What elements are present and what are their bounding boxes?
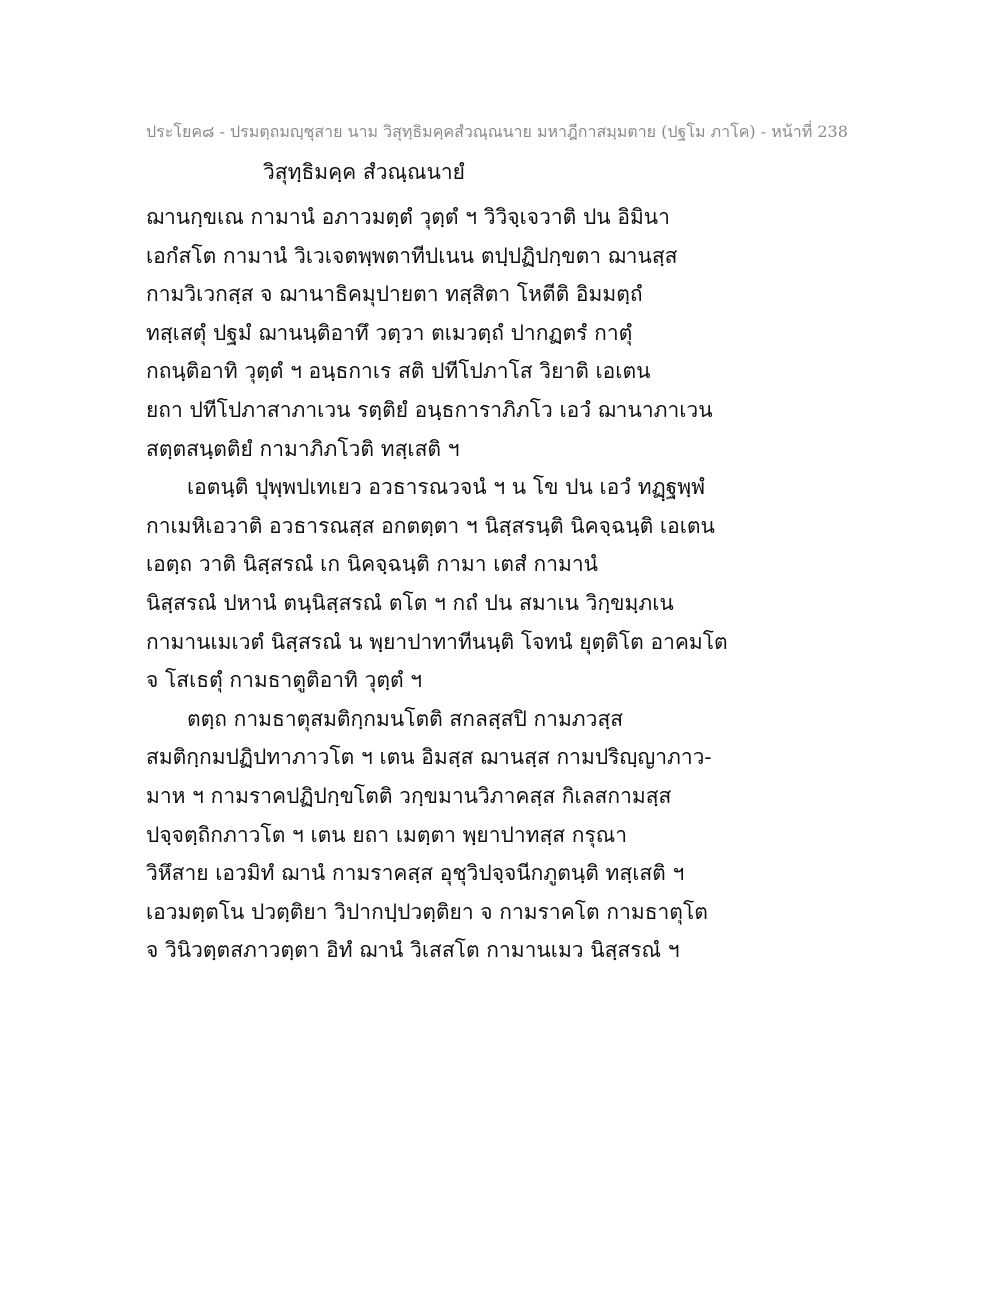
running-header: ประโยค๘ - ปรมตฺถมญฺชุสาย นาม วิสุทฺธิมคฺคสํวณฺณนาย มหาฎีกาสมฺมตาย (ปฐโม ภาโค) - หน้าที่ 238 bbox=[146, 122, 848, 141]
text-line: สตฺตสนฺตติยํ กามาภิภโวติ ทสฺเสติ ฯ bbox=[146, 436, 460, 461]
text-line: ทสฺเสตุํ ปฐมํ ฌานนฺติอาทึ วตฺวา ตเมวตฺถํ ปากฏตรํ กาตุํ bbox=[146, 320, 633, 345]
text-line: กถนฺติอาทิ วุตฺตํ ฯ อนฺธกาเร สติ ปทีโปภาโส วิยาติ เอเตน bbox=[146, 359, 651, 384]
text-line: กามวิเวกสฺส จ ฌานาธิคมุปายตา ทสฺสิตา โหตีติ อิมมตฺถํ bbox=[146, 282, 643, 307]
page-title: วิสุทฺธิมคฺค สํวณฺณนายํ bbox=[263, 160, 465, 184]
text-line: ปจฺจตฺถิกภาวโต ฯ เตน ยถา เมตฺตา พฺยาปาทสฺส กรุณา bbox=[146, 822, 628, 847]
text-line: กาเมหิเอวาติ อวธารณสฺส อกตตฺตา ฯ นิสฺสรนฺติ นิคจฺฉนฺติ เอเตน bbox=[146, 513, 715, 538]
text-line: จ โสเธตุํ กามธาตูติอาทิ วุตฺตํ ฯ bbox=[146, 668, 423, 693]
text-line: กามานเมเวตํ นิสฺสรณํ น พฺยาปาทาทีนนฺติ โจทนํ ยุตฺติโต อาคมโต bbox=[146, 629, 728, 654]
text-line: เอกํสโต กามานํ วิเวเจตพฺพตาทีปเนน ตปฺปฏิปกฺขตา ฌานสฺส bbox=[146, 243, 678, 268]
text-line: ตตฺถ กามธาตุสมติกฺกมนโตติ สกลสฺสปิ กามภวสฺส bbox=[187, 706, 624, 731]
text-line: วิหึสาย เอวมิทํ ฌานํ กามราคสฺส อุชุวิปจฺจนีกภูตนฺติ ทสฺเสติ ฯ bbox=[146, 861, 685, 886]
text-line: จ วินิวตฺตสภาวตฺตา อิทํ ฌานํ วิเสสโต กามานเมว นิสฺสรณํ ฯ bbox=[146, 938, 680, 963]
text-line: เอตฺถ วาติ นิสฺสรณํ เก นิคจฺฉนฺติ กามา เตสํ กามานํ bbox=[146, 552, 599, 577]
body-text bbox=[146, 198, 866, 970]
text-line: สมติกฺกมปฏิปทาภาวโต ฯ เตน อิมสฺส ฌานสฺส กามปริญฺญาภาว- bbox=[146, 745, 712, 770]
text-line: ฌานกฺขเณ กามานํ อภาวมตฺตํ วุตฺตํ ฯ วิวิจฺเจวาติ ปน อิมินา bbox=[146, 205, 670, 229]
text-line: เอวมตฺตโน ปวตฺติยา วิปากปฺปวตฺติยา จ กามราคโต กามธาตุโต bbox=[146, 899, 708, 924]
text-line: มาห ฯ กามราคปฏิปกฺขโตติ วกฺขมานวิภาคสฺส กิเลสกามสฺส bbox=[146, 783, 672, 808]
text-line: ยถา ปทีโปภาสาภาเวน รตฺติยํ อนฺธการาภิภโว เอวํ ฌานาภาเวน bbox=[146, 397, 713, 422]
text-line: เอตนฺติ ปุพฺพปเทเยว อวธารณวจนํ ฯ น โข ปน เอวํ ทฏฺฐพฺพํ bbox=[187, 475, 705, 500]
text-line: นิสฺสรณํ ปหานํ ตนฺนิสฺสรณํ ตโต ฯ กถํ ปน สมาเน วิกฺขมฺภเน bbox=[146, 590, 674, 615]
